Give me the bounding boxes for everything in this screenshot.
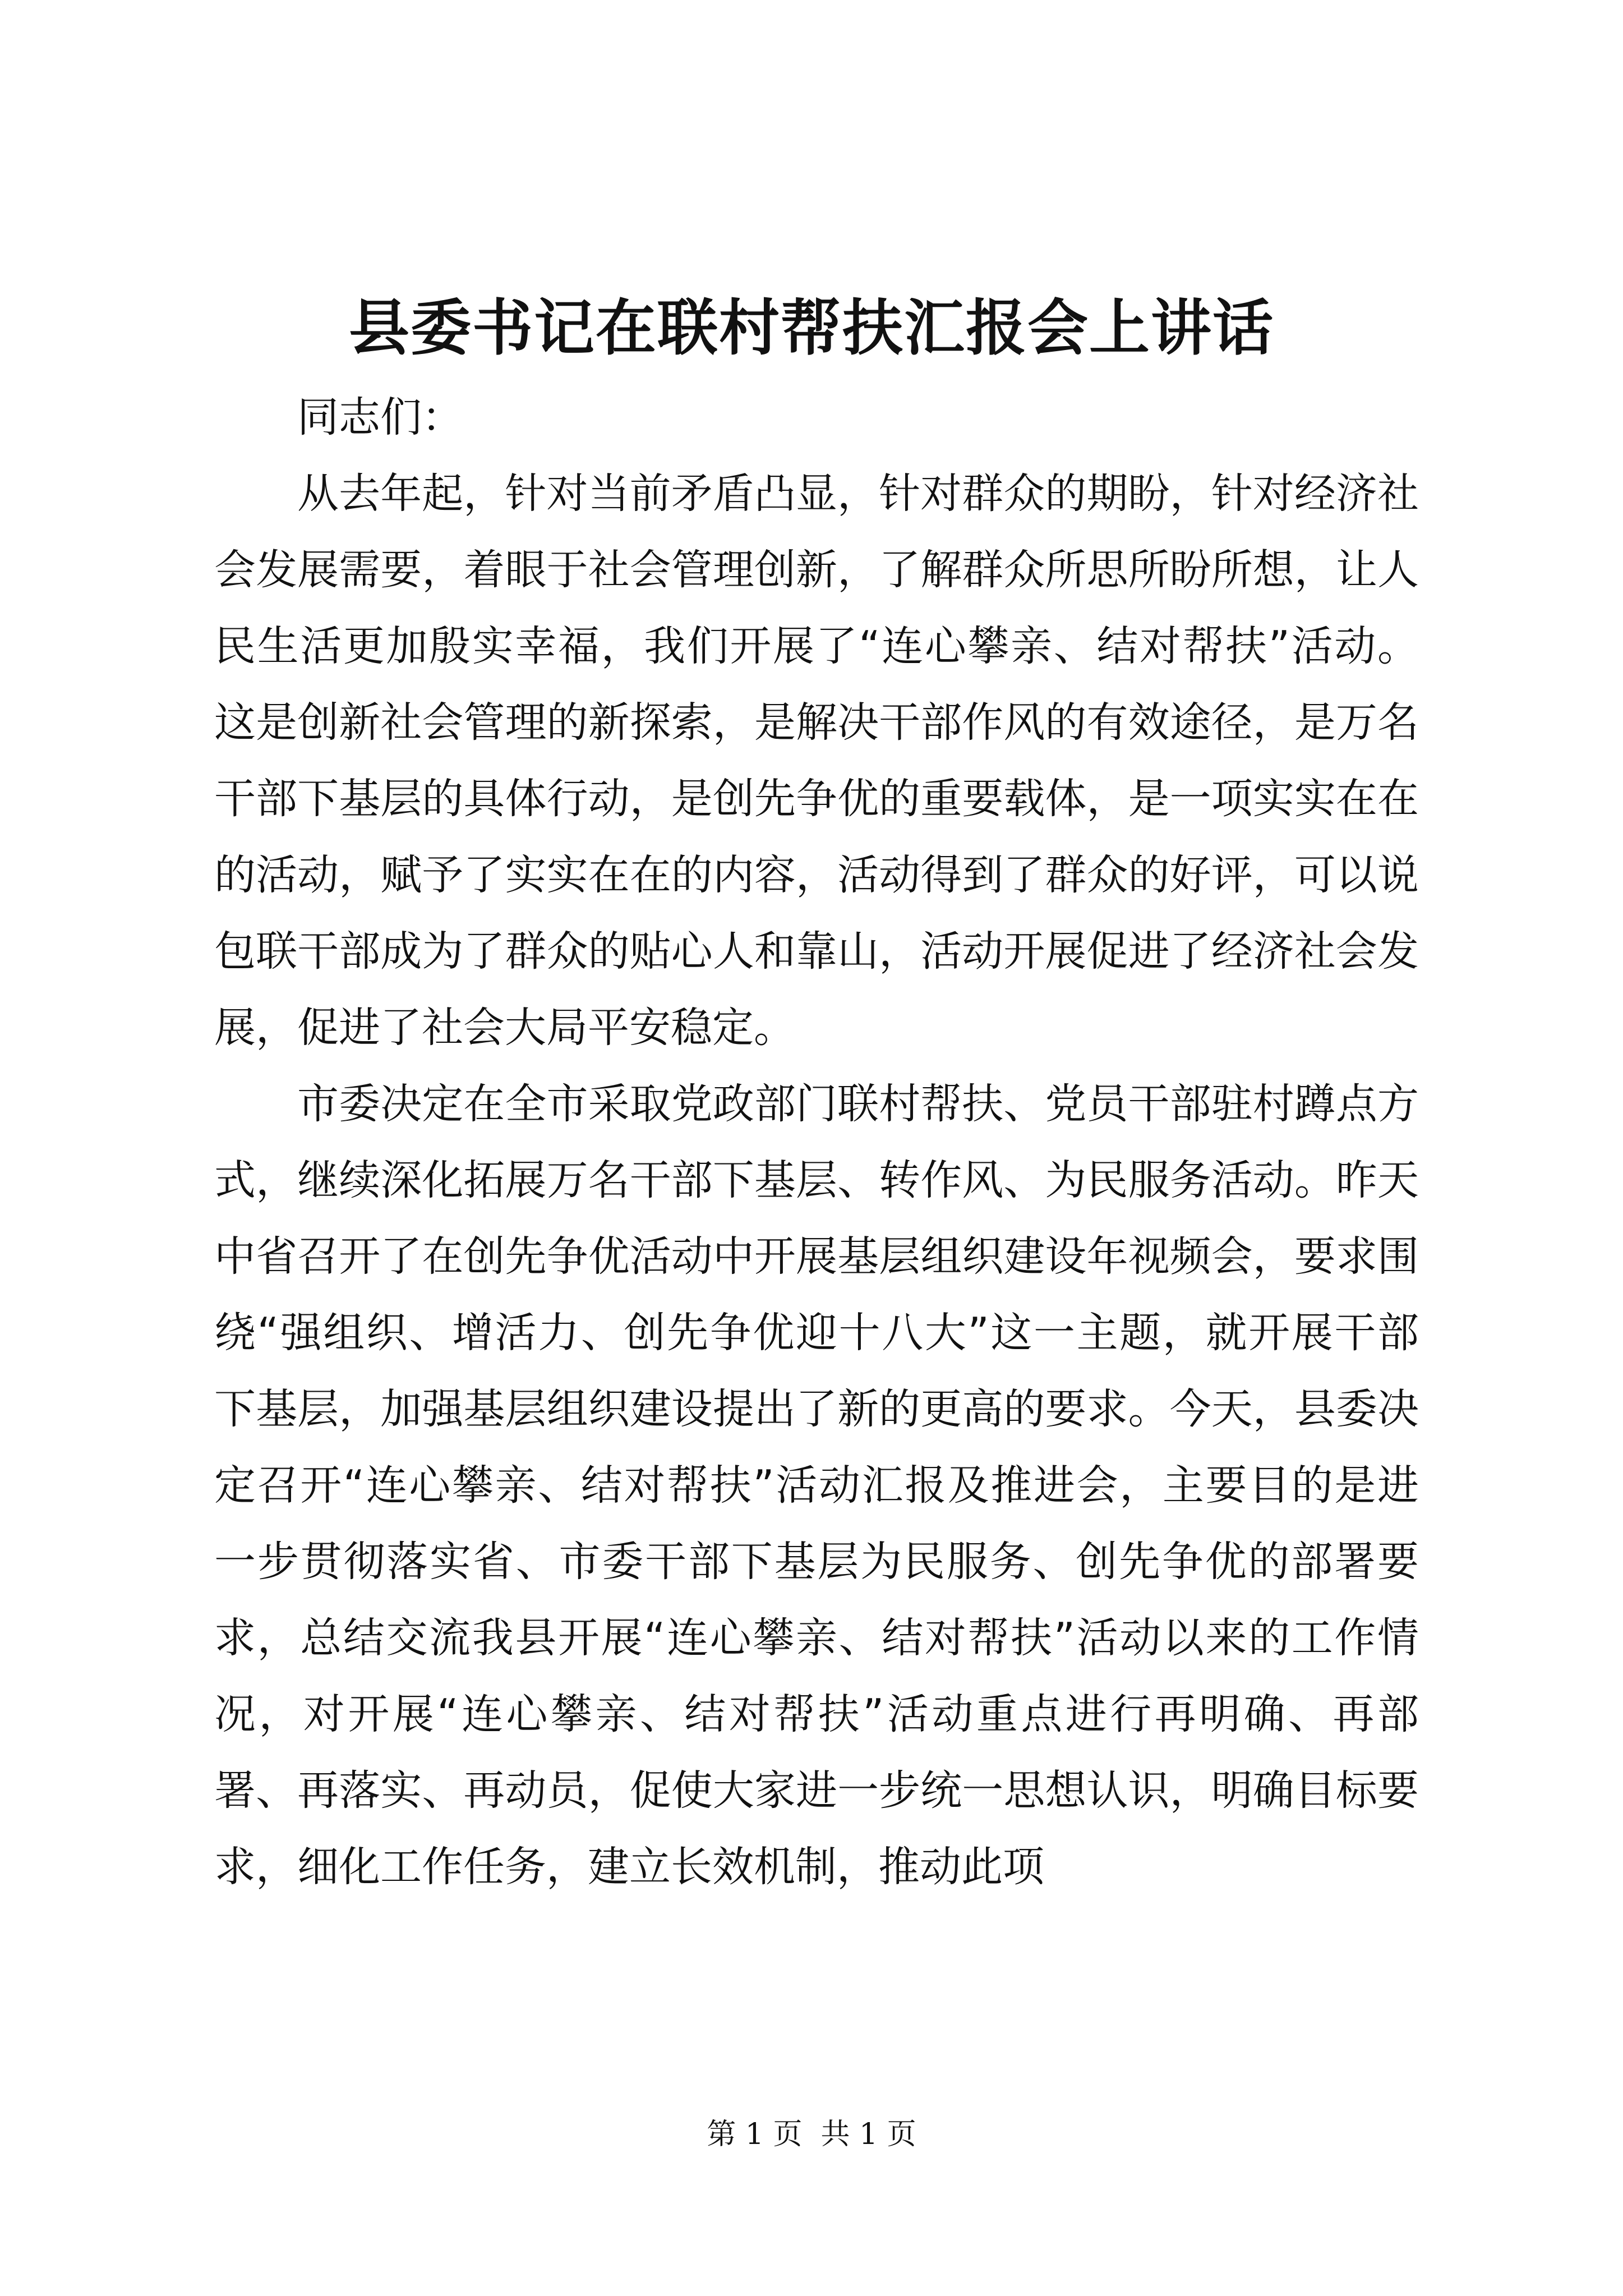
paragraph-2: 市委决定在全市采取党政部门联村帮扶、党员干部驻村蹲点方式，继续深化拓展万名干部下基层、转作风、为民服务活动。昨天中省召开了在创先争优活动中开展基层组织建设年视频会，要求围绕“强组织、增活力、创先争优迎十八大”这一主题，就开展干部下基层，加强基层组织建设提出了新的更高的要求。今天，县委决定召开“连心攀亲、结对帮扶”活动汇报及推进会，主要目的是进一步贯彻落实省、市委干部下基层为民服务、创先争优的部署要求，总结交流我县开展“连心攀亲、结对帮扶”活动以来的工作情况，对开展“连心攀亲、结对帮扶”活动重点进行再明确、再部署、再落实、再动员，促使大家进一步统一思想认识，明确目标要求，细化工作任务，建立长效机制，推动此项 xyxy=(214,1080,1419,1891)
page-footer xyxy=(0,2112,1623,2157)
document-title: 县委书记在联村帮扶汇报会上讲话 xyxy=(348,293,1274,364)
document-body xyxy=(214,379,1419,1905)
salutation: 同志们： xyxy=(297,393,463,441)
page-number: 第 1 页 共 1 页 xyxy=(707,2118,916,2151)
paragraph-1: 从去年起，针对当前矛盾凸显，针对群众的期盼，针对经济社会发展需要，着眼于社会管理创新，了解群众所思所盼所想，让人民生活更加殷实幸福，我们开展了“连心攀亲、结对帮扶”活动。这是创新社会管理的新探索，是解决干部作风的有效途径，是万名干部下基层的具体行动，是创先争优的重要载体，是一项实实在在的活动，赋予了实实在在的内容，活动得到了群众的好评，可以说包联干部成为了群众的贴心人和靠山，活动开展促进了经济社会发展，促进了社会大局平安稳定。 xyxy=(214,470,1419,1052)
